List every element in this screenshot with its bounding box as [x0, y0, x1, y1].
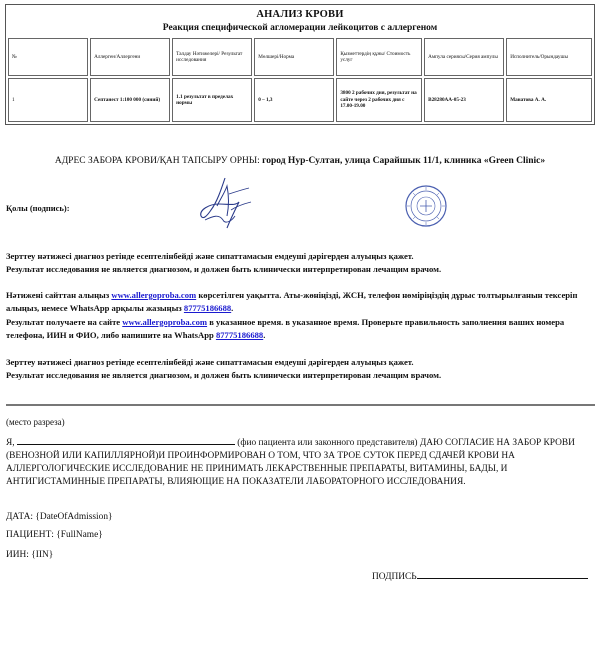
disclaimer-ru: Результат исследования не является диагнозом, и должен быть клинически интерпретирован лечащим врачом. — [6, 264, 442, 275]
table-cell: 1 — [8, 78, 88, 122]
patient-field: ПАЦИЕНТ: {FullName} — [6, 530, 103, 540]
document-subtitle: Реакция специфической агломерации лейкоцитов с аллергеном — [162, 23, 438, 33]
instructions-text: Результат получаете на сайте — [6, 316, 123, 327]
handwritten-signature-icon — [195, 176, 255, 232]
disclaimer-kz: Зерттеу нәтижесі диагноз ретінде есептелінбейді және сипаттамасын емдеуші дәрігерден алуыңыз қажет. — [6, 251, 414, 261]
column-header: Аллерген/Аллергени — [90, 38, 170, 76]
cut-line-label: (место разреза) — [6, 417, 65, 427]
table-cell: В28280АА-05-23 — [424, 78, 504, 122]
instructions-text: көрсетілген уақытта. Аты-жөніңізді, ЖСН, телефон нөміріңіздің дұрыс толтырылғанын тексеріп алыңыз, немесе WhatsApp арқылы жазыңыз — [6, 290, 578, 314]
table-cell: Манатова А. А. — [506, 78, 592, 122]
title-block — [6, 5, 594, 36]
table-cell: 1.1 результат в пределах нормы — [172, 78, 252, 122]
column-header: Мөлшері/Норма — [254, 38, 334, 76]
analysis-frame — [5, 4, 595, 125]
column-header: Ампула сериясы/Серия ампулы — [424, 38, 504, 76]
column-header: № — [8, 38, 88, 76]
iin-field: ИИН: {IIN} — [6, 550, 54, 560]
section-divider — [6, 404, 595, 406]
address-value: город Нур-Султан, улица Сарайшык 11/1, клиника «Green Clinic» — [262, 156, 546, 166]
disclaimer-kz: Зерттеу нәтижесі диагноз ретінде есептелінбейді және сипаттамасын емдеуші дәрігерден алуыңыз қажет. — [6, 357, 414, 367]
signature-caption: ПОДПИСЬ — [372, 572, 417, 582]
disclaimer-paragraph — [6, 250, 596, 277]
disclaimer-ru: Результат исследования не является диагнозом, и должен быть клинически интерпретирован лечащим врачом. — [6, 370, 442, 381]
blood-collection-address — [0, 156, 600, 166]
whatsapp-phone-link[interactable]: 87775186688 — [215, 329, 264, 340]
instructions-text: . — [231, 303, 234, 314]
address-label: АДРЕС ЗАБОРА КРОВИ/ҚАН ТАПСЫРУ ОРНЫ: — [54, 156, 260, 166]
column-header: Қызметтердің құны/ Стоимость услуг — [336, 38, 422, 76]
table-cell: Септанест 1:100 000 (синий) — [90, 78, 170, 122]
website-link[interactable]: www.allergoproba.com — [111, 290, 197, 300]
consent-statement — [6, 436, 592, 490]
results-instructions — [6, 289, 596, 342]
date-field: ДАТА: {DateOfAdmission} — [6, 512, 113, 522]
clinic-seal-icon — [404, 184, 448, 228]
instructions-text: . — [263, 329, 266, 340]
instructions-text: Нәтижені сайттан алыңыз — [6, 290, 112, 300]
patient-name-blank[interactable] — [17, 436, 235, 445]
table-row — [8, 78, 592, 122]
table-header-row — [8, 38, 592, 76]
column-header: Исполнитель/Орындаушы — [506, 38, 592, 76]
instructions-kz — [6, 289, 596, 316]
results-table — [6, 36, 594, 124]
table-cell: 0 – 1,3 — [254, 78, 334, 122]
instructions-ru — [6, 316, 596, 343]
signature-blank[interactable] — [417, 570, 588, 579]
consent-text: (фио пациента или законного представителя) ДАЮ СОГЛАСИЕ НА ЗАБОР КРОВИ (ВЕНОЗНОЙ ИЛИ КАПИЛЛЯРНОЙ)И ПРОИНФОРМИРОВАН О ТОМ, ЧТО ЗА ТРОЕ СУТОК ПЕРЕД СДАЧЕЙ КРОВИ НА АЛЛЕРГОЛОГИЧЕСКИЕ ИССЛЕДОВАНИЕ НЕ ПРИНИМАТЬ ЛЕКАРСТВЕННЫЕ ПРЕПАРАТЫ, ВИТАМИНЫ, БАДЫ, И АНТИГИСТАМИННЫЕ ПРЕПАРАТЫ, ВЛИЯЮЩИЕ НА ПОКАЗАТЕЛИ ЛАБОРАТОРНОГО ИССЛЕДОВАНИЯ. — [6, 438, 575, 488]
patient-signature — [372, 570, 588, 582]
column-header: Талдау Нәтижелері/ Результат исследования — [172, 38, 252, 76]
document-title: АНАЛИЗ КРОВИ — [256, 9, 344, 20]
website-link[interactable]: www.allergoproba.com — [122, 316, 208, 327]
signature-label: Қолы (подпись): — [6, 203, 70, 213]
disclaimer-paragraph — [6, 356, 596, 383]
whatsapp-phone-link[interactable]: 87775186688 — [183, 303, 232, 314]
instructions-text: в указанное время. в указанное время. Проверьте правильность заполнения ваших номера телефона, ИИН и ФИО, либо напишите на WhatsApp — [6, 316, 565, 340]
table-cell: 3800 2 рабочих дня, результат на сайте через 2 рабочих дня с 17.00-19.00 — [336, 78, 422, 122]
consent-start: Я, — [6, 438, 17, 448]
